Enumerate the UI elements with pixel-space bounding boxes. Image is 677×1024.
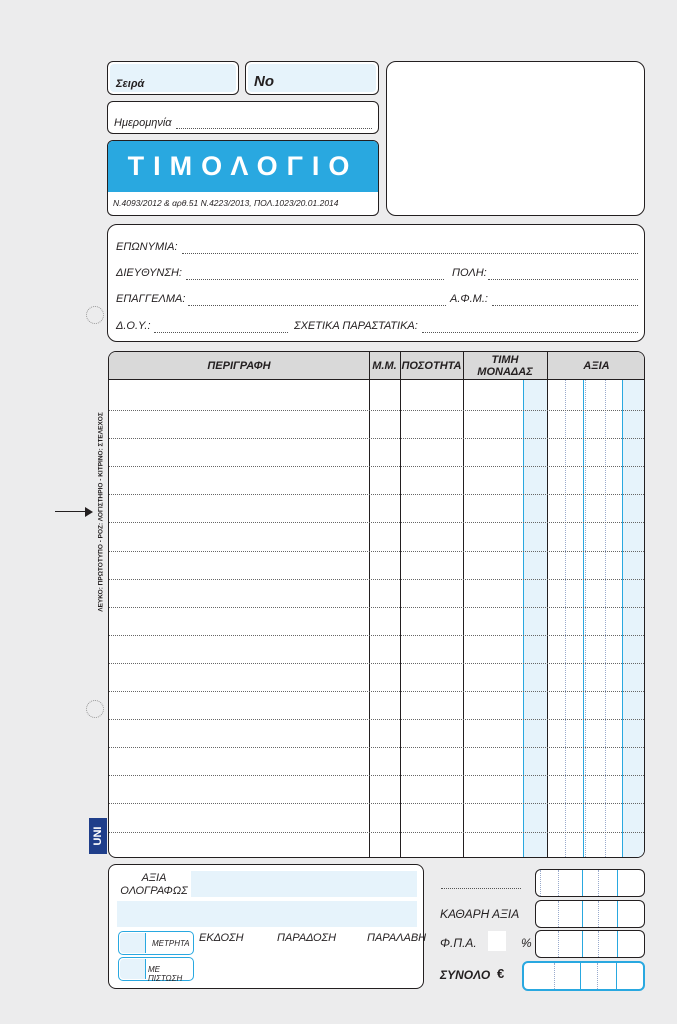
description-header: ΠΕΡΙΓΡΑΦΗ: [207, 360, 271, 372]
number-label: Νο: [254, 73, 274, 90]
profession-line[interactable]: [188, 305, 446, 306]
net-value-label: ΚΑΘΑΡΗ ΑΞΙΑ: [440, 907, 520, 921]
series-label: Σειρά: [116, 78, 145, 90]
vat-number-label: Α.Φ.Μ.:: [450, 293, 488, 305]
delivery-label: ΠΑΡΑΔΟΣΗ: [277, 932, 337, 944]
address-label: ΔΙΕΥΘΥΝΣΗ:: [116, 267, 182, 279]
related-docs-label: ΣΧΕΤΙΚΑ ΠΑΡΑΣΤΑΤΙΚΑ:: [294, 320, 418, 332]
net-value-box[interactable]: [535, 900, 645, 928]
name-line[interactable]: [182, 253, 638, 254]
name-label: ΕΠΩΝΥΜΙΑ:: [116, 241, 178, 253]
credit-option[interactable]: ΜΕ ΠΙΣΤΩΣΗ: [118, 957, 194, 981]
issue-label: ΕΚΔΟΣΗ: [199, 932, 244, 944]
tax-office-line[interactable]: [154, 332, 288, 333]
tax-office-label: Δ.Ο.Υ.:: [116, 320, 151, 332]
amount-words-field-1[interactable]: [191, 871, 417, 897]
arrow-icon: [55, 506, 93, 518]
value-header: ΑΞΙΑ: [583, 360, 610, 372]
uni-logo: UNI: [89, 818, 107, 854]
city-line[interactable]: [488, 279, 638, 280]
items-table[interactable]: [108, 351, 645, 858]
blank-total-box[interactable]: [535, 869, 645, 897]
table-row[interactable]: [109, 635, 644, 636]
percent-sign: %: [521, 936, 532, 950]
stamp-area[interactable]: [386, 61, 645, 216]
table-row[interactable]: [109, 832, 644, 833]
amount-words-field-2[interactable]: [117, 901, 417, 927]
total-label: ΣΥΝΟΛΟ: [440, 968, 491, 982]
unit-price-header: ΤΙΜΗ ΜΟΝΑΔΑΣ: [477, 354, 533, 378]
series-field[interactable]: [107, 61, 239, 95]
amount-words-label: ΑΞΙΑ ΟΛΟΓΡΑΦΩΣ: [120, 872, 188, 897]
related-docs-line[interactable]: [422, 332, 638, 333]
credit-checkbox[interactable]: [120, 959, 146, 979]
profession-label: ΕΠΑΓΓΕΛΜΑ:: [116, 293, 186, 305]
copies-note: ΛΕΥΚΟ: ΠΡΩΤΟΤΥΠΟ - ΡΟΖ: ΛΟΓΙΣΤΗΡΙΟ - ΚΙΤΡΙΝΟ: ΣΤΕΛΕΧΟΣ: [97, 412, 105, 612]
date-field[interactable]: [107, 101, 379, 134]
payment-box[interactable]: [108, 864, 427, 989]
punch-hole: [86, 700, 104, 718]
table-row[interactable]: [109, 607, 644, 608]
unit-header: Μ.Μ.: [372, 360, 397, 372]
legal-note: N.4093/2012 & αρθ.51 N.4223/2013, ΠΟΛ.1023/20.01.2014: [113, 198, 339, 208]
customer-details[interactable]: [107, 224, 645, 342]
table-row[interactable]: [109, 579, 644, 580]
address-line[interactable]: [186, 279, 444, 280]
table-row[interactable]: [109, 438, 644, 439]
table-row[interactable]: [109, 410, 644, 411]
table-row[interactable]: [109, 494, 644, 495]
title-box: [107, 140, 379, 216]
table-row[interactable]: [109, 691, 644, 692]
table-row[interactable]: [109, 551, 644, 552]
vat-number-line[interactable]: [492, 305, 638, 306]
total-box[interactable]: [522, 961, 645, 991]
cash-checkbox[interactable]: [120, 933, 146, 953]
table-row[interactable]: [109, 466, 644, 467]
cash-option[interactable]: ΜΕΤΡΗΤΑ: [118, 931, 194, 955]
table-row[interactable]: [109, 719, 644, 720]
table-row[interactable]: [109, 803, 644, 804]
receipt-label: ΠΑΡΑΛΑΒΗ: [367, 932, 427, 944]
document-title: ΤΙΜΟΛΟΓΙΟ: [127, 151, 359, 181]
vat-label: Φ.Π.Α.: [440, 936, 477, 950]
punch-hole: [86, 306, 104, 324]
city-label: ΠΟΛΗ:: [452, 267, 487, 279]
table-row[interactable]: [109, 522, 644, 523]
table-row[interactable]: [109, 747, 644, 748]
table-row[interactable]: [109, 775, 644, 776]
vat-rate-field[interactable]: [488, 931, 506, 951]
number-field[interactable]: [245, 61, 379, 95]
table-row[interactable]: [109, 663, 644, 664]
vat-amount-box[interactable]: [535, 930, 645, 958]
euro-sign: €: [497, 966, 505, 981]
date-label: Ημερομηνία: [114, 117, 172, 129]
quantity-header: ΠΟΣΟΤΗΤΑ: [401, 360, 462, 372]
